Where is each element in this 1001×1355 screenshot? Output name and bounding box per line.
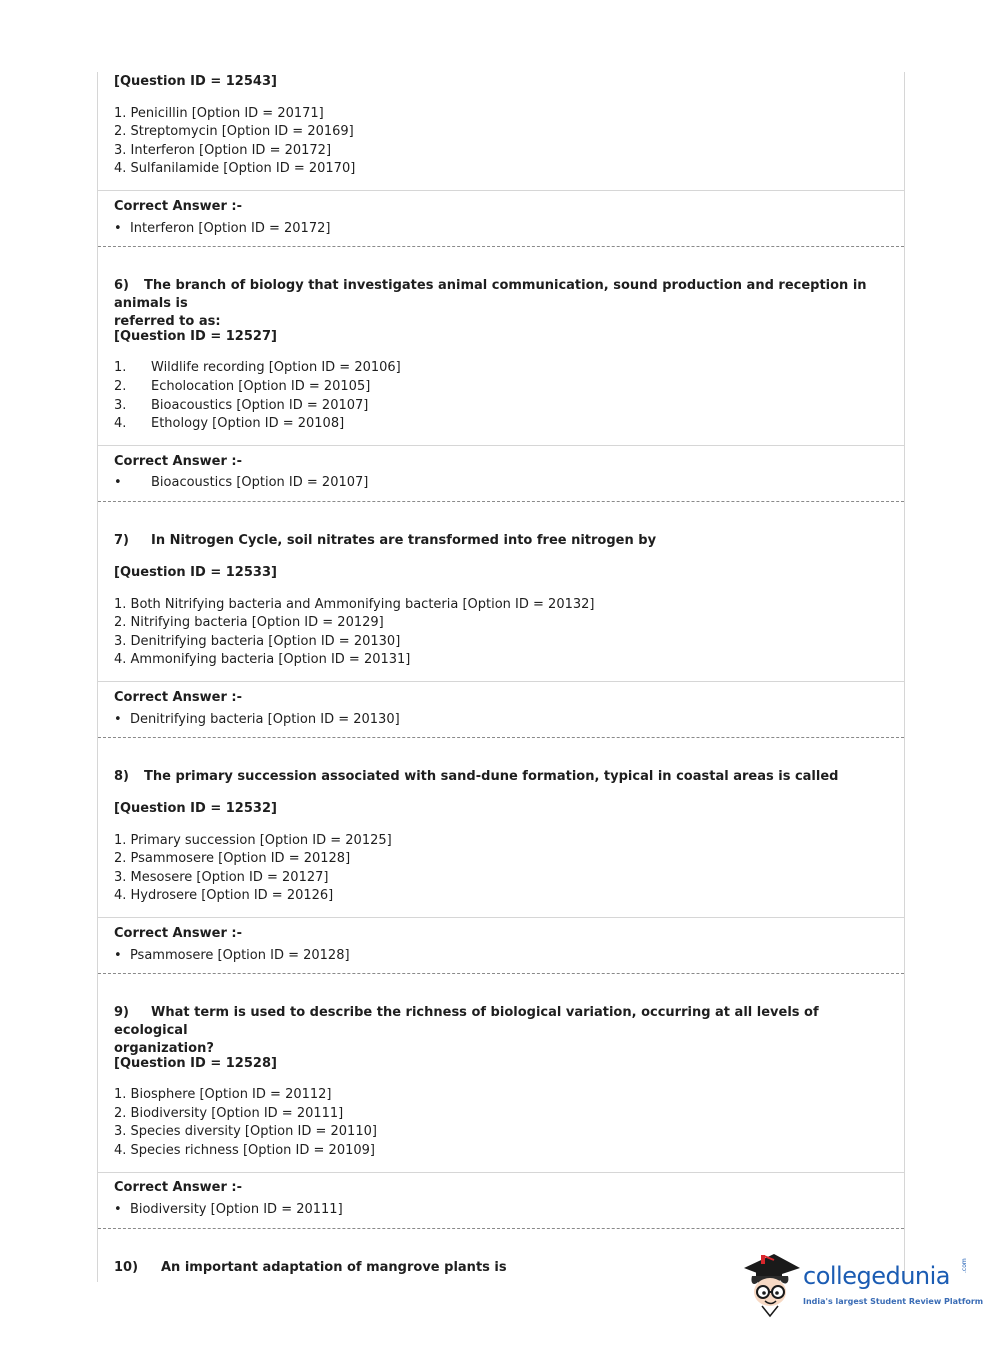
q7-option-1: 1. Both Nitrifying bacteria and Ammonifying bacteria [Option ID = 20132]: [114, 597, 595, 612]
q5-question-id: [Question ID = 12543]: [114, 74, 277, 89]
q6-correct-answer: • Bioacoustics [Option ID = 20107]: [114, 475, 369, 490]
q5-answer-label: Correct Answer :-: [114, 199, 242, 214]
q8-answer-divider: [98, 917, 904, 918]
q6-option-2: 2. Echolocation [Option ID = 20105]: [114, 379, 371, 394]
q6-option-4: 4. Ethology [Option ID = 20108]: [114, 416, 345, 431]
q9-answer-label: Correct Answer :-: [114, 1180, 242, 1195]
question-paper-page: [97, 72, 905, 1282]
q6-question-text: 6) The branch of biology that investigates animal communication, sound production and reception in animals is referred to as:: [114, 278, 867, 329]
student-mascot-icon: [740, 1246, 802, 1318]
q9-question-text: 9) What term is used to describe the richness of biological variation, occurring at all levels of ecological organization?: [114, 1005, 819, 1056]
q8-answer-label: Correct Answer :-: [114, 926, 242, 941]
q8-option-4: 4. Hydrosere [Option ID = 20126]: [114, 888, 334, 903]
brand-domain-suffix: .com: [961, 1258, 968, 1273]
q7-option-3: 3. Denitrifying bacteria [Option ID = 20130]: [114, 634, 401, 649]
q5-option-3: 3. Interferon [Option ID = 20172]: [114, 143, 332, 158]
q6-question-id: [Question ID = 12527]: [114, 329, 277, 344]
bullet-icon: •: [114, 1202, 130, 1217]
collegedunia-logo: [740, 1246, 984, 1318]
q7-option-2: 2. Nitrifying bacteria [Option ID = 20129]: [114, 615, 384, 630]
bullet-icon: •: [114, 712, 130, 727]
q6-answer-label: Correct Answer :-: [114, 454, 242, 469]
q6-answer-divider: [98, 445, 904, 446]
q6-option-1: 1. Wildlife recording [Option ID = 20106]: [114, 360, 401, 375]
q7-answer-label: Correct Answer :-: [114, 690, 242, 705]
question-separator: [98, 1228, 904, 1229]
q7-correct-answer: • Denitrifying bacteria [Option ID = 20130]: [114, 712, 400, 727]
q5-option-2: 2. Streptomycin [Option ID = 20169]: [114, 124, 354, 139]
question-separator: [98, 501, 904, 502]
question-separator: [98, 973, 904, 974]
brand-name: collegedunia: [803, 1262, 951, 1290]
q5-answer-divider: [98, 190, 904, 191]
question-separator: [98, 737, 904, 738]
q8-option-2: 2. Psammosere [Option ID = 20128]: [114, 851, 351, 866]
q8-option-3: 3. Mesosere [Option ID = 20127]: [114, 870, 329, 885]
q10-question-text: 10) An important adaptation of mangrove plants is: [114, 1260, 507, 1275]
q5-option-4: 4. Sulfanilamide [Option ID = 20170]: [114, 161, 356, 176]
q9-correct-answer: • Biodiversity [Option ID = 20111]: [114, 1202, 343, 1217]
q7-answer-divider: [98, 681, 904, 682]
q9-option-3: 3. Species diversity [Option ID = 20110]: [114, 1124, 377, 1139]
q8-question-id: [Question ID = 12532]: [114, 801, 277, 816]
bullet-icon: •: [114, 948, 130, 963]
q6-option-3: 3. Bioacoustics [Option ID = 20107]: [114, 398, 369, 413]
q5-correct-answer: • Interferon [Option ID = 20172]: [114, 221, 331, 236]
q9-option-2: 2. Biodiversity [Option ID = 20111]: [114, 1106, 344, 1121]
q9-question-id: [Question ID = 12528]: [114, 1056, 277, 1071]
q7-question-id: [Question ID = 12533]: [114, 565, 277, 580]
q9-option-1: 1. Biosphere [Option ID = 20112]: [114, 1087, 332, 1102]
brand-tagline: India's largest Student Review Platform: [803, 1297, 984, 1306]
question-separator: [98, 246, 904, 247]
q7-question-text: 7) In Nitrogen Cycle, soil nitrates are transformed into free nitrogen by: [114, 533, 657, 548]
q5-option-1: 1. Penicillin [Option ID = 20171]: [114, 106, 324, 121]
q8-option-1: 1. Primary succession [Option ID = 20125]: [114, 833, 392, 848]
q8-correct-answer: • Psammosere [Option ID = 20128]: [114, 948, 350, 963]
bullet-icon: •: [114, 475, 122, 490]
q7-option-4: 4. Ammonifying bacteria [Option ID = 20131]: [114, 652, 411, 667]
q9-answer-divider: [98, 1172, 904, 1173]
bullet-icon: •: [114, 221, 130, 236]
q8-question-text: 8) The primary succession associated with sand-dune formation, typical in coastal areas is called: [114, 769, 839, 784]
q9-option-4: 4. Species richness [Option ID = 20109]: [114, 1143, 375, 1158]
